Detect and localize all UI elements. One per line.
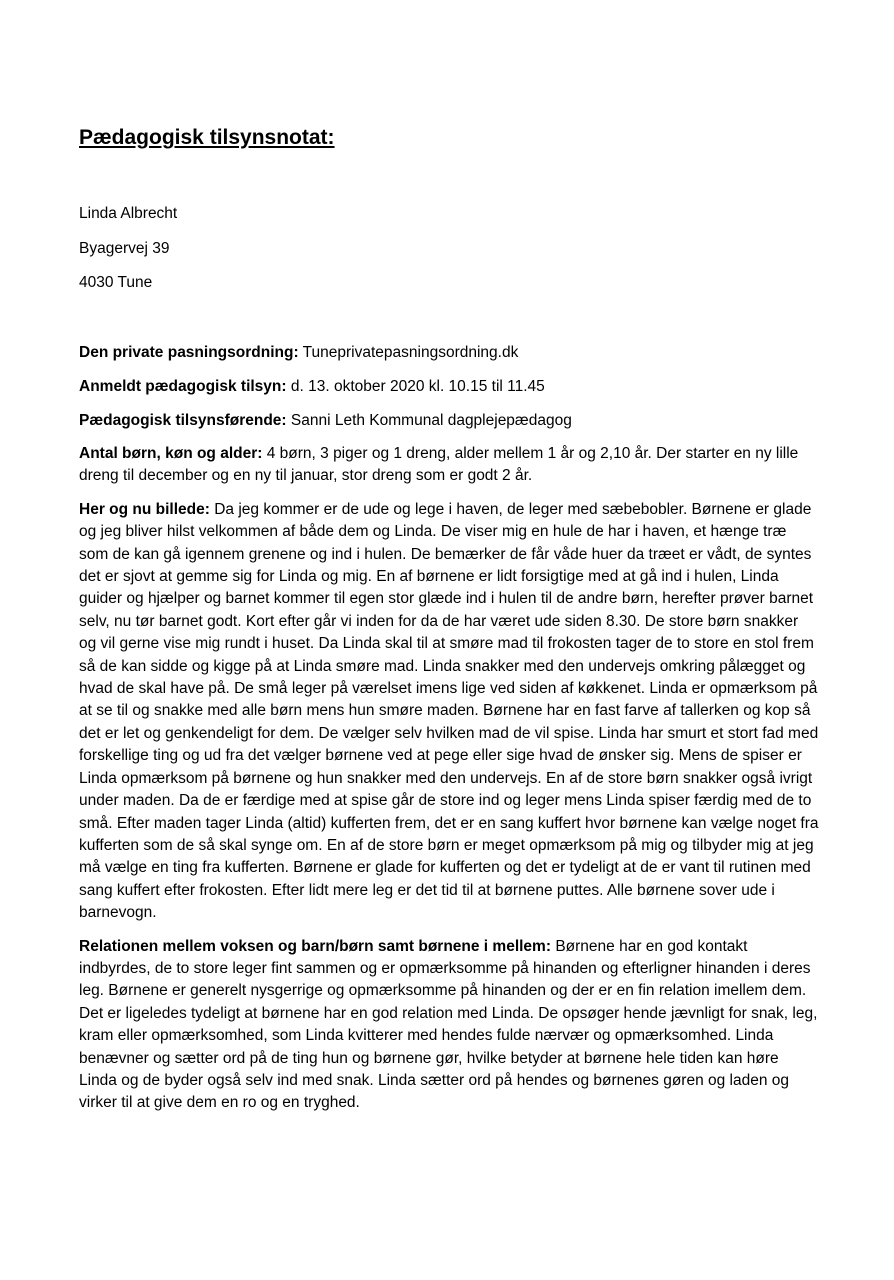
field-label: Relationen mellem voksen og barn/børn samt børnene i mellem: [79, 937, 552, 955]
field-pasningsordning [79, 341, 819, 365]
field-relationen [79, 936, 819, 1115]
field-label: Antal børn, køn og alder: [79, 445, 263, 462]
field-value: Tuneprivatepasningsordning.dk [298, 344, 519, 361]
field-value: Da jeg kommer er de ude og lege i haven, de leger med sæbebobler. Børnene er glade og jeg bliver hilst velkommen af både dem og Linda. De viser mig en hule de har i haven, et hænge træ som de kan gå igennem grenene og ind i hulen. De bemærker de får våde huer da træet er vådt, de syntes det er sjovt at gemme sig for Linda og mig. En af børnene er lidt forsigtige med at gå ind i hulen, Linda guider og hjælper og barnet kommer til egen stor glæde ind i hulen til de andre børn, herefter prøver barnet selv, nu tør barnet godt. Kort efter går vi inden for da de har været ude siden 8.30. De store børn snakker og vil gerne vise mig rundt i huset. Da Linda skal til at smøre mad til frokosten tager de to store en stol frem så de kan sidde og kigge på at Linda smøre mad. Linda snakker med den undervejs omkring pålægget og hvad de skal have på. De små leger på værelset imens lige ved siden af køkkenet. Linda er opmærksom på at se til og snakke med alle børn mens hun smøre maden. Børnene har en fast farve af tallerken og kop så det er let og genkendeligt for dem. De vælger selv hvilken mad de vil spise. Linda har smurt et stort fad med forskellige ting og ud fra det vælger børnene ved at pege eller sige hvad de ønsker sig. Mens de spiser er Linda opmærksom på børnene og hun snakker med den undervejs. En af de store børn snakker også ivrigt under maden. Da de er færdige med at spise går de store ind og leger mens Linda spiser færdig med de to små. Efter maden tager Linda (altid) kufferten frem, det er en sang kuffert hvor børnene kan vælge noget fra kufferten som de så skal synge om. En af de store børn er meget opmærksom på mig og tilbyder mig at jeg må vælge en ting fra kufferten. Børnene er glade for kufferten og det er tydeligt at de er vant til rutinen med sang kuffert efter frokosten. Efter lidt mere leg er det tid til at børnene puttes. Alle børnene sover ude i barnevogn. [79, 500, 819, 922]
field-anmeldt-tilsyn [79, 375, 819, 399]
document-body [79, 341, 819, 1126]
field-label: Den private pasningsordning: [79, 344, 299, 361]
field-value: d. 13. oktober 2020 kl. 10.15 til 11.45 [286, 378, 545, 395]
field-label: Pædagogisk tilsynsførende: [79, 412, 287, 429]
field-tilsynsfoerende [79, 409, 819, 433]
field-value: 4 børn, 3 piger og 1 dreng, alder mellem 1 år og 2,10 år. Der starter en ny lille dreng til december og en ny til januar, stor dreng som er godt 2 år. [79, 445, 799, 485]
field-value: Sanni Leth Kommunal dagplejepædagog [286, 412, 572, 429]
address-name: Linda Albrecht [79, 205, 178, 222]
document-title: Pædagogisk tilsynsnotat: [79, 126, 335, 149]
field-her-og-nu [79, 499, 819, 925]
field-label: Her og nu billede: [79, 500, 210, 518]
address-city: 4030 Tune [79, 274, 153, 291]
address-street: Byagervej 39 [79, 240, 170, 257]
field-antal-boern [79, 443, 819, 488]
field-value: Børnene har en god kontakt indbyrdes, de to store leger fint sammen og er opmærksomme på hinanden og efterligner hinanden i deres leg. Børnene er generelt nysgerrige og opmærksomme på hinanden og der er en fin relation imellem dem. Det er ligeledes tydeligt at børnene har en god relation med Linda. De opsøger hende jævnligt for snak, leg, kram eller opmærksomhed, som Linda kvitterer med hendes fulde nærvær og opmærksomhed. Linda benævner og sætter ord på de ting hun og børnene gør, hvilke betyder at børnene hele tiden kan høre Linda og de byder også selv ind med snak. Linda sætter ord på hendes og børnenes gøren og laden og virker til at give dem en ro og en tryghed. [79, 937, 818, 1112]
field-label: Anmeldt pædagogisk tilsyn: [79, 378, 287, 395]
